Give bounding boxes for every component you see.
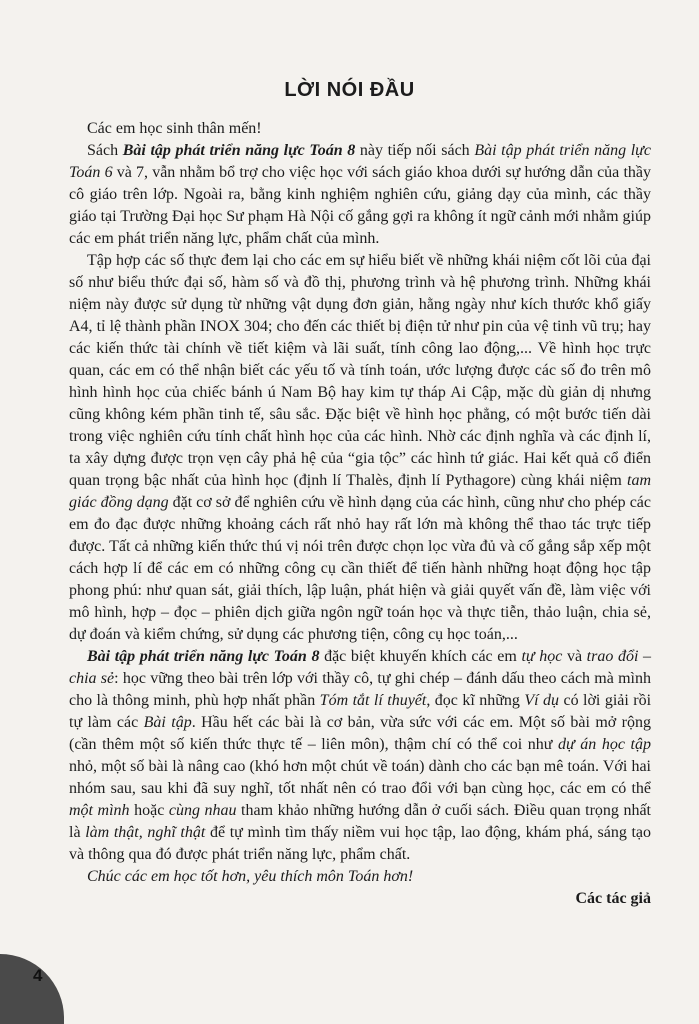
emphasis: một mình (69, 802, 130, 819)
signature: Các tác giả (575, 890, 651, 907)
emphasis: Tóm tắt lí thuyết (319, 692, 427, 709)
emphasis: làm thật, nghĩ thật (85, 824, 206, 841)
book-title: Bài tập phát triển năng lực Toán 8 (122, 142, 356, 159)
text-run: . Hầu hết các bài là cơ bản, vừa sức với các em. Một số bài mở rộng (cần thêm một số kiến thức thực tế – liên môn), thậm chí có thể coi như (69, 714, 651, 753)
emphasis: Ví dụ (524, 692, 560, 709)
text-run: Tập hợp các số thực đem lại cho các em sự hiểu biết về những khái niệm cốt lõi của đại số như biểu thức đại số, hàm số và đồ thị, phương trình và hệ phương trình. Những khái niệm này được sử dụng từ những vật dụng đơn giản, hằng ngày như kích thước khổ giấy A4, tỉ lệ thành phần INOX 304; cho đến các thiết bị điện tử như pin của vệ tinh vũ trụ; hay các kiến thức tài chính về tiết kiệm và lãi suất, tính công lao động,... Về hình học trực quan, các em có thể nhận biết các yếu tố và tính toán, ước lượng được các số đo trên mô hình hình học của chiếc bánh ú Nam Bộ hay kim tự tháp Ai Cập, mặc dù giản dị nhưng cũng không kém phần tinh tế, sâu sắc. Đặc biệt về hình học phẳng, có một bước tiến dài trong việc nghiên cứu tính chất hình học của các hình. Nhờ các định nghĩa và các định lí, ta xây dựng được trọn vẹn cây phả hệ của “gia tộc” các hình tứ giác. Hai kết quả cổ điển quan trọng bậc nhất của hình học (định lí Thalès, định lí Pythagore) cùng khái niệm (69, 252, 651, 489)
paragraph-3 (69, 646, 651, 866)
text-run: hoặc (129, 802, 169, 819)
page-corner-decoration (0, 954, 64, 1024)
text-run: đặc biệt khuyến khích các em (319, 648, 522, 665)
text-run: nhỏ, một số bài là nâng cao (khó hơn một chút về toán) dành cho các bạn mê toán. Với hai nhóm sau, sau khi đã suy nghĩ, tốt nhất nên có trao đổi với bạn cùng học, các em có thể (69, 758, 651, 797)
emphasis: Bài tập (143, 714, 192, 731)
emphasis: trao đổi – chia sẻ (69, 648, 651, 687)
emphasis: cùng nhau (168, 802, 237, 819)
emphasis: tự học (521, 648, 563, 665)
text-run: và (562, 648, 587, 665)
text-run: , đọc kĩ những (426, 692, 525, 709)
text-run: Sách (87, 142, 123, 159)
closing-wish (69, 866, 651, 888)
text-run: đặt cơ sở để nghiên cứu về hình dạng của các hình, cũng như cho phép các em đo đạc được những khoảng cách rất nhỏ hay rất lớn mà không thể thao tác trực tiếp được. Tất cả những kiến thức thú vị nói trên được chọn lọc vừa đủ và cố gắng sắp xếp một cách hợp lí để các em có những công cụ cần thiết để tiến hành những hoạt động học tập phong phú: như quan sát, giải thích, lập luận, phát hiện và giải quyết vấn đề, làm việc với mô hình, hợp – đọc – phiên dịch giữa ngôn ngữ toán học và thực tiễn, thảo luận, chia sẻ, dự đoán và kiểm chứng, sử dụng các phương tiện, công cụ học toán,... (69, 494, 652, 643)
paragraph-1 (69, 140, 651, 250)
page-title: LỜI NÓI ĐẦU (284, 79, 415, 101)
text-run: để tự mình tìm thấy niềm vui học tập, lao động, khám phá, sáng tạo và thông qua đó được phát triển năng lực, phẩm chất. (69, 824, 651, 863)
text-run: này tiếp nối sách (355, 142, 475, 159)
closing-text: Chúc các em học tốt hơn, yêu thích môn Toán hơn! (87, 868, 414, 885)
text-run: và 7, vẫn nhằm bổ trợ cho việc học với sách giáo khoa dưới sự hướng dẫn của thầy cô giáo trên lớp. Ngoài ra, bằng kinh nghiệm nghiên cứu, giảng dạy của mình, các thầy giáo tại Trường Đại học Sư phạm Hà Nội cố gắng gợi ra không ít ngữ cảnh mới nhằm giúp các em phát triển năng lực, phẩm chất của mình. (69, 164, 651, 247)
emphasis: tam giác đồng dạng (69, 472, 651, 511)
text-run: có lời giải rồi tự làm các (69, 692, 652, 731)
greeting: Các em học sinh thân mến! (87, 120, 262, 137)
text-run: tham khảo những hướng dẫn ở cuối sách. Điều quan trọng nhất là (69, 802, 651, 841)
preface-body (69, 118, 651, 910)
book-title: Bài tập phát triển năng lực Toán 8 (87, 648, 320, 665)
book-title-ref: Bài tập phát triển năng lực Toán 6 (69, 142, 652, 181)
paragraph-2 (69, 250, 651, 646)
page-number: 4 (33, 966, 43, 985)
text-run: : học vững theo bài trên lớp với thầy cô, tự ghi chép – đánh dấu theo cách mà mình cho là thông minh, phù hợp nhất phần (69, 670, 652, 709)
emphasis: dự án học tập (558, 736, 651, 753)
